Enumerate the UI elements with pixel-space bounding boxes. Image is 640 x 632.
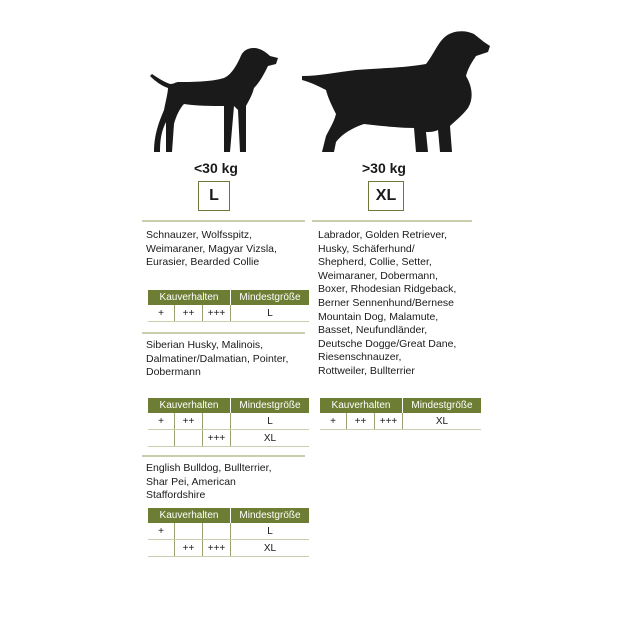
left-breed-list-2: Siberian Husky, Malinois, Dalmatiner/Dalmatian, Pointer, Dobermann xyxy=(146,339,289,379)
left-weight-label: <30 kg xyxy=(194,160,238,176)
right-breed-list: Labrador, Golden Retriever, Husky, Schäferhund/ Shepherd, Collie, Setter, Weimaraner, Dobermann, Boxer, Rhodesian Ridgeback, Berner Sennenhund/Bernese Mountain Dog, Malamute, Basset, Neufundländer, Deutsche Dogge/Great Dane, Riesenschnauzer, Rottweiler, Bullterrier xyxy=(318,229,457,377)
right-size-box: XL xyxy=(368,181,404,211)
left-chew-table-2: Kauverhalten Mindestgröße + ++ L +++ XL xyxy=(148,398,309,447)
large-dog-silhouette-icon xyxy=(300,28,492,156)
right-divider xyxy=(312,220,472,222)
left-chew-table-3: Kauverhalten Mindestgröße + L ++ +++ XL xyxy=(148,508,309,557)
left-chew-table-1: Kauverhalten Mindestgröße + ++ +++ L xyxy=(148,290,309,322)
table-row: ++ +++ XL xyxy=(148,540,309,557)
left-breed-list-3: English Bulldog, Bullterrier, Shar Pei, American Staffordshire xyxy=(146,462,272,502)
left-breed-list-1: Schnauzer, Wolfsspitz, Weimaraner, Magyar Vizsla, Eurasier, Bearded Collie xyxy=(146,229,277,269)
right-weight-label: >30 kg xyxy=(362,160,406,176)
table-row: + ++ +++ L xyxy=(148,305,309,322)
left-divider xyxy=(142,220,305,222)
left-size-box: L xyxy=(198,181,230,211)
table-row: + ++ +++ XL xyxy=(320,413,481,430)
left-divider xyxy=(142,455,305,457)
small-dog-silhouette-icon xyxy=(148,44,283,156)
table-row: +++ XL xyxy=(148,430,309,447)
table-row: + L xyxy=(148,523,309,540)
left-divider xyxy=(142,332,305,334)
right-chew-table: Kauverhalten Mindestgröße + ++ +++ XL xyxy=(320,398,481,430)
table-row: + ++ L xyxy=(148,413,309,430)
